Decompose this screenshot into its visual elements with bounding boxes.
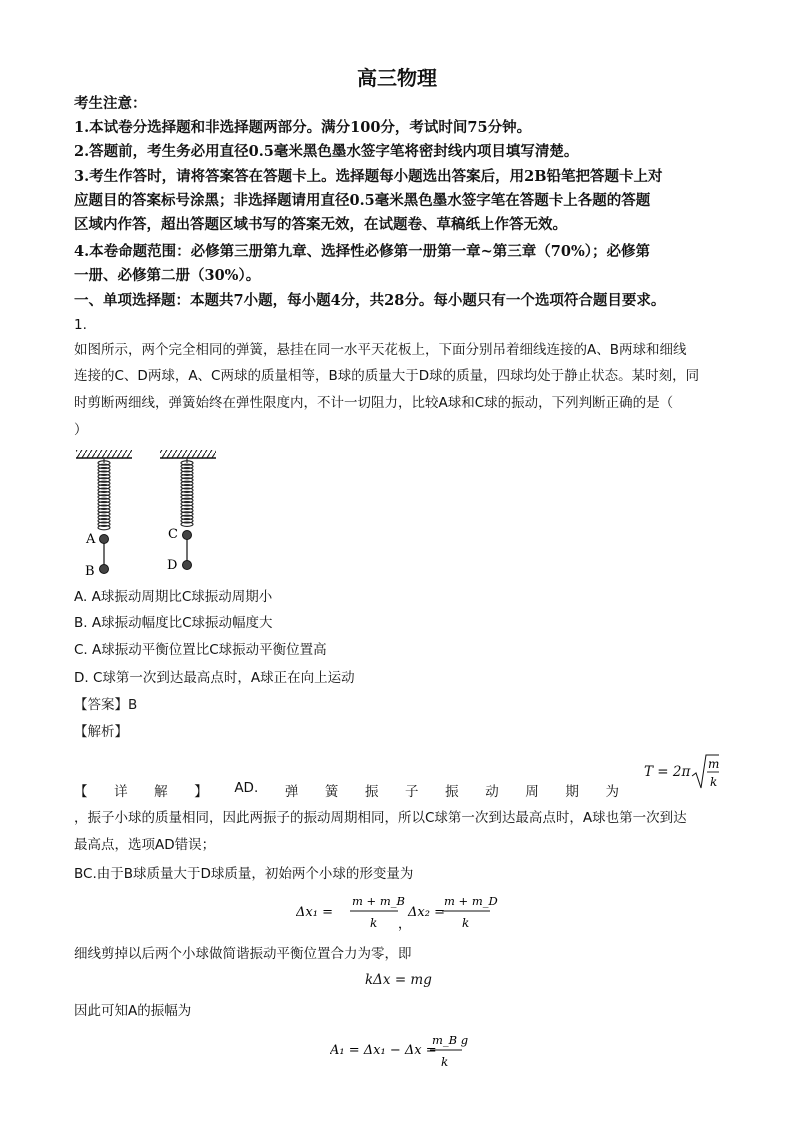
notice-heading: 考生注意： bbox=[74, 95, 147, 112]
period-lhs: T = 2π bbox=[644, 764, 691, 780]
detail-token: 详 bbox=[114, 784, 128, 800]
detail-token: 解 bbox=[154, 784, 168, 800]
f1-lhs: Δx₁ = bbox=[296, 905, 333, 920]
ceiling-right bbox=[160, 450, 216, 458]
option-d: D. C球第一次到达最高点时，A球正在向上运动 bbox=[74, 670, 355, 686]
detail-token: 【 bbox=[74, 784, 88, 800]
detail-token: 子 bbox=[405, 784, 419, 800]
notice-item: 3.考生作答时，请将答案答在答题卡上。选择题每小题选出答案后，用2B铅笔把答题卡上对 bbox=[74, 168, 663, 185]
detail-token: 周 bbox=[525, 784, 539, 800]
sqrt-sign bbox=[690, 752, 720, 792]
notice-item: 4.本卷命题范围：必修第三册第九章、选择性必修第一册第一章~第三章（70%）；必修第 bbox=[74, 243, 650, 260]
analysis-line: 因此可知A的振幅为 bbox=[74, 1003, 192, 1019]
detail-token: 簧 bbox=[324, 784, 339, 800]
f1-den: k bbox=[370, 916, 378, 930]
analysis-line: ，振子小球的质量相同，因此两振子的振动周期相同，所以C球第一次到达最高点时，A球也第一次到达 bbox=[74, 810, 687, 826]
f1-sep: ， bbox=[398, 917, 412, 932]
period-formula bbox=[644, 752, 720, 792]
f1-num: m + m_B bbox=[352, 894, 405, 908]
label-c: C bbox=[168, 527, 178, 542]
spring-left bbox=[98, 458, 110, 530]
ball-d bbox=[183, 561, 192, 570]
f3-num: m_B g bbox=[432, 1033, 469, 1047]
question-stem-line: 时剪断两细线，弹簧始终在弹性限度内，不计一切阻力，比较A球和C球的振动，下列判断正确的是（ bbox=[74, 395, 674, 411]
f1-num2: m + m_D bbox=[444, 894, 498, 908]
f1-den2: k bbox=[462, 916, 470, 930]
question-stem-line: 如图所示，两个完全相同的弹簧，悬挂在同一水平天花板上，下面分别吊着细线连接的A、B两球和细线 bbox=[74, 342, 687, 358]
ball-b bbox=[100, 565, 109, 574]
detail-token: 】 bbox=[194, 784, 208, 800]
question-stem-line: 连接的C、D两球，A、C两球的质量相等，B球的质量大于D球的质量，四球均处于静止状态。某时刻，同 bbox=[74, 368, 700, 384]
detail-token: 为 bbox=[605, 784, 619, 800]
notice-item: 应题目的答案标号涂黑；非选择题请用直径0.5毫米黑色墨水签字笔在答题卡上各题的答题 bbox=[74, 192, 651, 209]
detail-token: AD. bbox=[234, 780, 259, 796]
option-c: C. A球振动平衡位置比C球振动平衡位置高 bbox=[74, 642, 327, 658]
analysis-tag: 【解析】 bbox=[74, 724, 128, 740]
analysis-line: 细线剪掉以后两个小球做简谐振动平衡位置合力为零，即 bbox=[74, 946, 412, 962]
notice-item: 区域内作答，超出答题区域书写的答案无效，在试题卷、草稿纸上作答无效。 bbox=[74, 216, 567, 233]
formula-deformation bbox=[296, 890, 506, 934]
detail-token: 动 bbox=[485, 784, 499, 800]
spring-right bbox=[181, 458, 193, 526]
ball-c bbox=[183, 531, 192, 540]
section-heading: 一、单项选择题：本题共7小题，每小题4分，共28分。每小题只有一个选项符合题目要求。 bbox=[74, 292, 666, 309]
formula-equilibrium: kΔx = mg bbox=[365, 972, 432, 988]
notice-item: 2.答题前，考生务必用直径0.5毫米黑色墨水签字笔将密封线内项目填写清楚。 bbox=[74, 143, 579, 160]
f3-den: k bbox=[441, 1055, 449, 1069]
label-b: B bbox=[85, 564, 95, 579]
period-den: k bbox=[710, 775, 718, 789]
detail-token: 振 bbox=[364, 784, 379, 800]
detail-token: 期 bbox=[565, 784, 579, 800]
detail-line bbox=[74, 780, 619, 800]
ball-a bbox=[100, 535, 109, 544]
period-num: m bbox=[708, 757, 720, 771]
question-number: 1. bbox=[74, 317, 87, 333]
f1-lhs2: Δx₂ = bbox=[408, 905, 445, 920]
option-b: B. A球振动幅度比C球振动幅度大 bbox=[74, 615, 273, 631]
analysis-line: 最高点，选项AD错误； bbox=[74, 837, 216, 853]
label-a: A bbox=[86, 532, 96, 547]
label-d: D bbox=[167, 558, 178, 573]
analysis-line: BC.由于B球质量大于D球质量，初始两个小球的形变量为 bbox=[74, 866, 414, 882]
answer-tag: 【答案】B bbox=[74, 697, 138, 713]
ceiling-left bbox=[76, 450, 132, 458]
detail-token: 振 bbox=[445, 784, 459, 800]
notice-item: 一册、必修第二册（30%）。 bbox=[74, 267, 261, 284]
notice-item: 1.本试卷分选择题和非选择题两部分。满分100分，考试时间75分钟。 bbox=[74, 119, 532, 136]
formula-amplitude bbox=[330, 1030, 490, 1074]
spring-figure bbox=[70, 445, 230, 585]
option-a: A. A球振动周期比C球振动周期小 bbox=[74, 589, 273, 605]
detail-token: 弹 bbox=[284, 784, 299, 800]
page-title: 高三物理 bbox=[357, 66, 437, 90]
question-stem-line: ） bbox=[74, 422, 88, 438]
f3-lhs: A₁ = Δx₁ − Δx = bbox=[330, 1043, 437, 1058]
